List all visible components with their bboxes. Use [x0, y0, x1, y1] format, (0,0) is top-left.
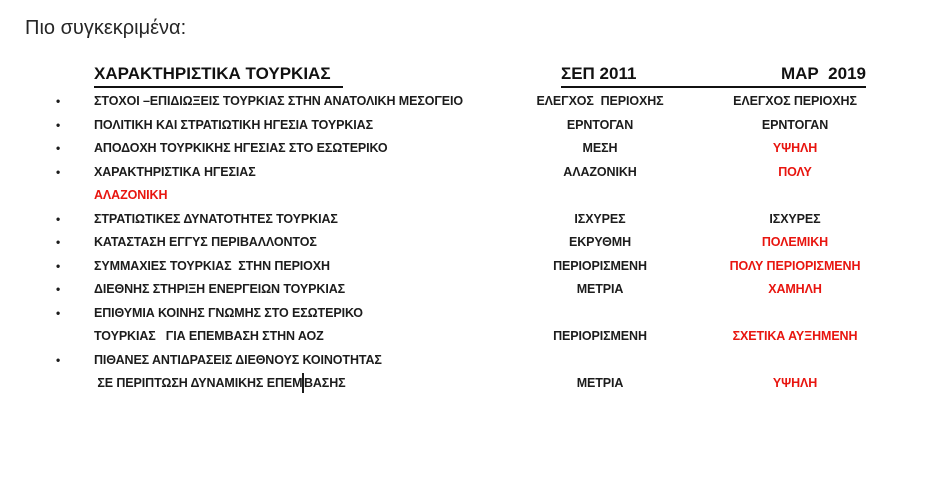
bullet-icon: • — [56, 258, 61, 273]
bullet-icon: • — [56, 141, 61, 155]
value-2019: ΕΡΝΤΟΓΑΝ — [761, 117, 829, 132]
value-2019: ΥΨΗΛΗ — [772, 141, 818, 155]
value-2011: ΠΕΡΙΟΡΙΣΜΕΝΗ — [553, 258, 647, 273]
row-label: ΠΙΘΑΝΕΣ ΑΝΤΙΔΡΑΣΕΙΣ ΔΙΕΘΝΟΥΣ ΚΟΙΝΟΤΗΤΑΣ — [94, 352, 382, 367]
row-label: ΑΠΟΔΟΧΗ ΤΟΥΡΚΙΚΗΣ ΗΓΕΣΙΑΣ ΣΤΟ ΕΣΩΤΕΡΙΚΟ — [94, 141, 388, 155]
sep-2011-column-header: ΣΕΠ 2011 — [561, 64, 637, 83]
row-label: ΕΠΙΘΥΜΙΑ ΚΟΙΝΗΣ ΓΝΩΜΗΣ ΣΤΟ ΕΣΩΤΕΡΙΚΟ — [94, 305, 363, 320]
bullet-icon: • — [56, 305, 61, 320]
bullet-icon: • — [56, 211, 61, 226]
value-2011: ΑΛΑΖΟΝΙΚΗ — [563, 164, 637, 179]
value-2019: ΠΟΛΥ ΠΕΡΙΟΡΙΣΜΕΝΗ — [729, 258, 861, 273]
bullet-icon: • — [56, 235, 61, 249]
comparison-table — [48, 90, 895, 396]
bullet-icon: • — [56, 282, 61, 296]
bullet-icon: • — [56, 352, 61, 367]
table-row — [48, 114, 895, 138]
row-label-post-cursor: ΒΑΣΗΣ — [303, 376, 346, 390]
table-row — [48, 325, 895, 349]
dates-header-row — [561, 62, 866, 88]
table-row — [48, 231, 895, 255]
row-label-continuation: ΤΟΥΡΚΙΑΣ ΓΙΑ ΕΠΕΜΒΑΣΗ ΣΤΗΝ ΑΟΖ — [94, 329, 324, 343]
table-row — [48, 184, 895, 208]
value-2011: ΕΡΝΤΟΓΑΝ — [566, 117, 634, 132]
value-2019: ΧΑΜΗΛΗ — [768, 282, 822, 296]
value-2019: ΥΨΗΛΗ — [772, 376, 818, 390]
bullet-icon: • — [56, 117, 61, 132]
value-2019: ΠΟΛΕΜΙΚΗ — [761, 235, 829, 249]
value-2011: ΙΣΧΥΡΕΣ — [574, 211, 626, 226]
row-label-pre-cursor: ΣΕ ΠΕΡΙΠΤΩΣΗ ΔΥΝΑΜΙΚΗΣ ΕΠΕΜ — [94, 376, 303, 390]
row-label: ΚΑΤΑΣΤΑΣΗ ΕΓΓΥΣ ΠΕΡΙΒΑΛΛΟΝΤΟΣ — [94, 235, 317, 249]
row-label: ΣΤΟΧΟΙ –ΕΠΙΔΙΩΞΕΙΣ ΤΟΥΡΚΙΑΣ ΣΤΗΝ ΑΝΑΤΟΛΙΚΗ ΜΕΣΟΓΕΙΟ — [94, 94, 463, 108]
value-2011: ΕΚΡΥΘΜΗ — [568, 235, 632, 249]
table-row — [48, 161, 895, 185]
row-label: ΣΥΜΜΑΧΙΕΣ ΤΟΥΡΚΙΑΣ ΣΤΗΝ ΠΕΡΙΟΧΗ — [94, 258, 330, 273]
row-label: ΣΤΡΑΤΙΩΤΙΚΕΣ ΔΥΝΑΤΟΤΗΤΕΣ ΤΟΥΡΚΙΑΣ — [94, 211, 338, 226]
row-label: ΠΟΛΙΤΙΚΗ ΚΑΙ ΣΤΡΑΤΙΩΤΙΚΗ ΗΓΕΣΙΑ ΤΟΥΡΚΙΑΣ — [94, 117, 374, 132]
row-label: ΔΙΕΘΝΗΣ ΣΤΗΡΙΞΗ ΕΝΕΡΓΕΙΩΝ ΤΟΥΡΚΙΑΣ — [94, 282, 346, 296]
value-2019: ΕΛΕΓΧΟΣ ΠΕΡΙΟΧΗΣ — [733, 94, 857, 108]
mar-2019-column-header: ΜΑΡ 2019 — [780, 64, 866, 83]
value-2019: ΙΣΧΥΡΕΣ — [769, 211, 821, 226]
row-label-continuation: ΑΛΑΖΟΝΙΚΗ — [94, 188, 168, 202]
table-row — [48, 372, 895, 396]
value-2011: ΜΕΤΡΙΑ — [576, 376, 624, 390]
row-label: ΧΑΡΑΚΤΗΡΙΣΤΙΚΑ ΗΓΕΣΙΑΣ — [94, 164, 256, 179]
bullet-icon: • — [56, 164, 61, 179]
table-row — [48, 349, 895, 373]
table-row — [48, 255, 895, 279]
value-2011: ΠΕΡΙΟΡΙΣΜΕΝΗ — [553, 329, 647, 343]
row-label-continuation — [94, 372, 520, 396]
characteristics-column-header: ΧΑΡΑΚΤΗΡΙΣΤΙΚΑ ΤΟΥΡΚΙΑΣ — [94, 62, 343, 88]
table-row — [48, 137, 895, 161]
value-2011: ΜΕΣΗ — [582, 141, 618, 155]
value-2019: ΣΧΕΤΙΚΑ ΑΥΞΗΜΕΝΗ — [732, 329, 858, 343]
table-row — [48, 90, 895, 114]
table-row — [48, 278, 895, 302]
value-2019: ΠΟΛΥ — [778, 164, 812, 179]
table-row — [48, 208, 895, 232]
bullet-icon: • — [56, 94, 61, 108]
value-2011: ΜΕΤΡΙΑ — [576, 282, 624, 296]
page-title: Πιο συγκεκριμένα: — [25, 17, 187, 39]
table-row — [48, 302, 895, 326]
value-2011: ΕΛΕΓΧΟΣ ΠΕΡΙΟΧΗΣ — [536, 94, 664, 108]
